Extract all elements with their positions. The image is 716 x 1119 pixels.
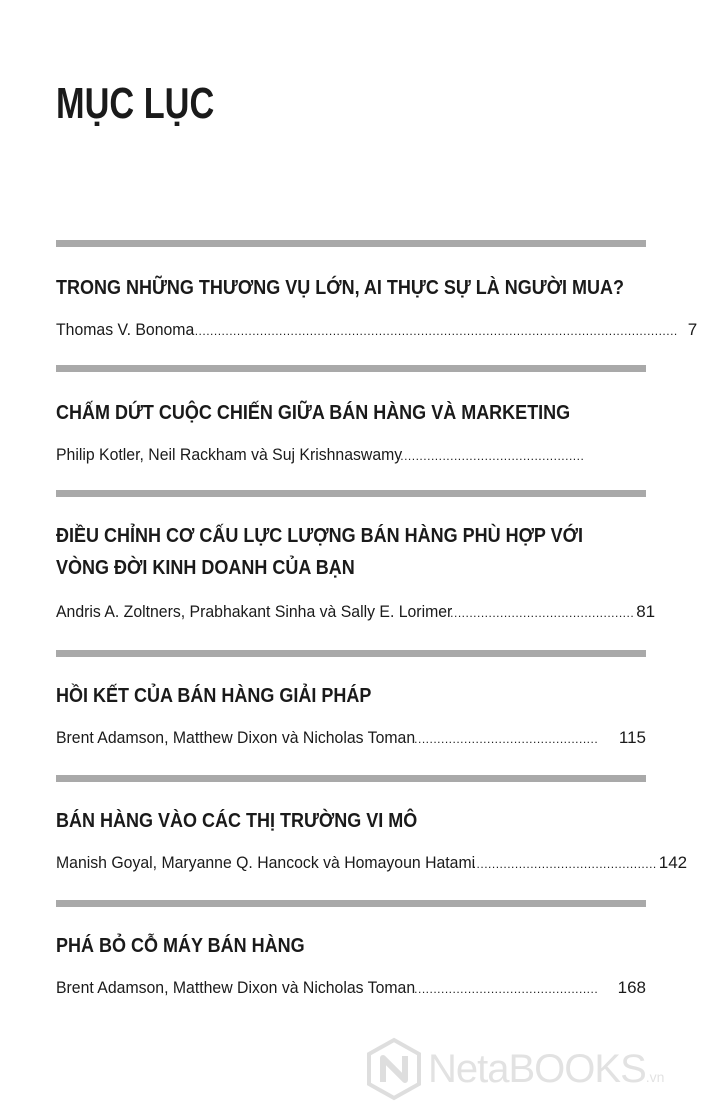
toc-page-number: 81 bbox=[636, 602, 656, 621]
dot-leader: ................................................ bbox=[400, 449, 585, 463]
toc-entry-title[interactable]: TRONG NHỮNG THƯƠNG VỤ LỚN, AI THỰC SỰ LÀ NGƯỜI MUA? bbox=[56, 277, 625, 299]
toc-entry-authors: Andris A. Zoltners, Prabhakant Sinha và Sally E. Lorimer bbox=[56, 602, 453, 621]
toc-entry bbox=[56, 490, 656, 621]
toc-entry-authors: Manish Goyal, Maryanne Q. Hancock và Homayoun Hatami bbox=[56, 853, 476, 872]
toc-entry-title[interactable]: HỒI KẾT CỦA BÁN HÀNG GIẢI PHÁP bbox=[56, 685, 372, 707]
toc-entry bbox=[56, 900, 646, 997]
dot-leader: ................................................ bbox=[450, 606, 635, 620]
toc-page-number: 7 bbox=[687, 320, 698, 339]
toc-entry-authors: Philip Kotler, Neil Rackham và Suj Krishnaswamy bbox=[56, 445, 403, 464]
watermark-suffix: .vn bbox=[645, 1068, 665, 1085]
toc-entry-title-line-2[interactable]: VÒNG ĐỜI KINH DOANH CỦA BẠN bbox=[56, 557, 355, 579]
toc-divider bbox=[56, 240, 646, 247]
toc-entry bbox=[56, 650, 646, 747]
neta-logo-icon bbox=[366, 1038, 422, 1100]
toc-entry-title[interactable]: ĐIỀU CHỈNH CƠ CẤU LỰC LƯỢNG BÁN HÀNG PHÙ HỢP VỚI bbox=[56, 525, 583, 547]
dot-leader: .............................................................................................................................. bbox=[194, 324, 678, 338]
toc-page-number: 168 bbox=[617, 978, 646, 997]
toc-divider bbox=[56, 900, 646, 907]
toc-author-line[interactable] bbox=[56, 851, 688, 876]
watermark-text bbox=[428, 1047, 664, 1092]
watermark bbox=[366, 1036, 664, 1102]
page-title: MỤC LỤC bbox=[56, 79, 215, 128]
toc-author-line[interactable] bbox=[56, 600, 656, 625]
toc-entry-authors: Thomas V. Bonoma bbox=[56, 320, 195, 339]
dot-leader: ................................................ bbox=[472, 857, 657, 871]
watermark-brand: NetaBOOKS bbox=[428, 1046, 646, 1091]
toc-divider bbox=[56, 490, 646, 497]
toc-entry-authors: Brent Adamson, Matthew Dixon và Nicholas Toman bbox=[56, 978, 416, 997]
dot-leader: ................................................ bbox=[414, 732, 599, 746]
toc-author-line[interactable] bbox=[56, 318, 698, 343]
toc-author-line[interactable] bbox=[56, 976, 646, 1001]
toc-page-number: 142 bbox=[658, 853, 688, 872]
toc-entry-title[interactable]: PHÁ BỎ CỖ MÁY BÁN HÀNG bbox=[56, 935, 305, 957]
toc-author-line[interactable] bbox=[56, 443, 646, 468]
toc-divider bbox=[56, 775, 646, 782]
toc-entry bbox=[56, 365, 646, 464]
toc-entry-authors: Brent Adamson, Matthew Dixon và Nicholas Toman bbox=[56, 728, 416, 747]
dot-leader: ................................................ bbox=[414, 982, 599, 996]
toc-entry-title[interactable]: BÁN HÀNG VÀO CÁC THỊ TRƯỜNG VI MÔ bbox=[56, 810, 418, 832]
toc-entry-title[interactable]: CHẤM DỨT CUỘC CHIẾN GIỮA BÁN HÀNG VÀ MARKETING bbox=[56, 402, 571, 424]
toc-entry bbox=[56, 240, 698, 339]
toc-divider bbox=[56, 650, 646, 657]
toc-entry bbox=[56, 775, 688, 872]
toc-divider bbox=[56, 365, 646, 372]
toc-page-number: 115 bbox=[618, 728, 646, 747]
toc-author-line[interactable] bbox=[56, 726, 646, 751]
